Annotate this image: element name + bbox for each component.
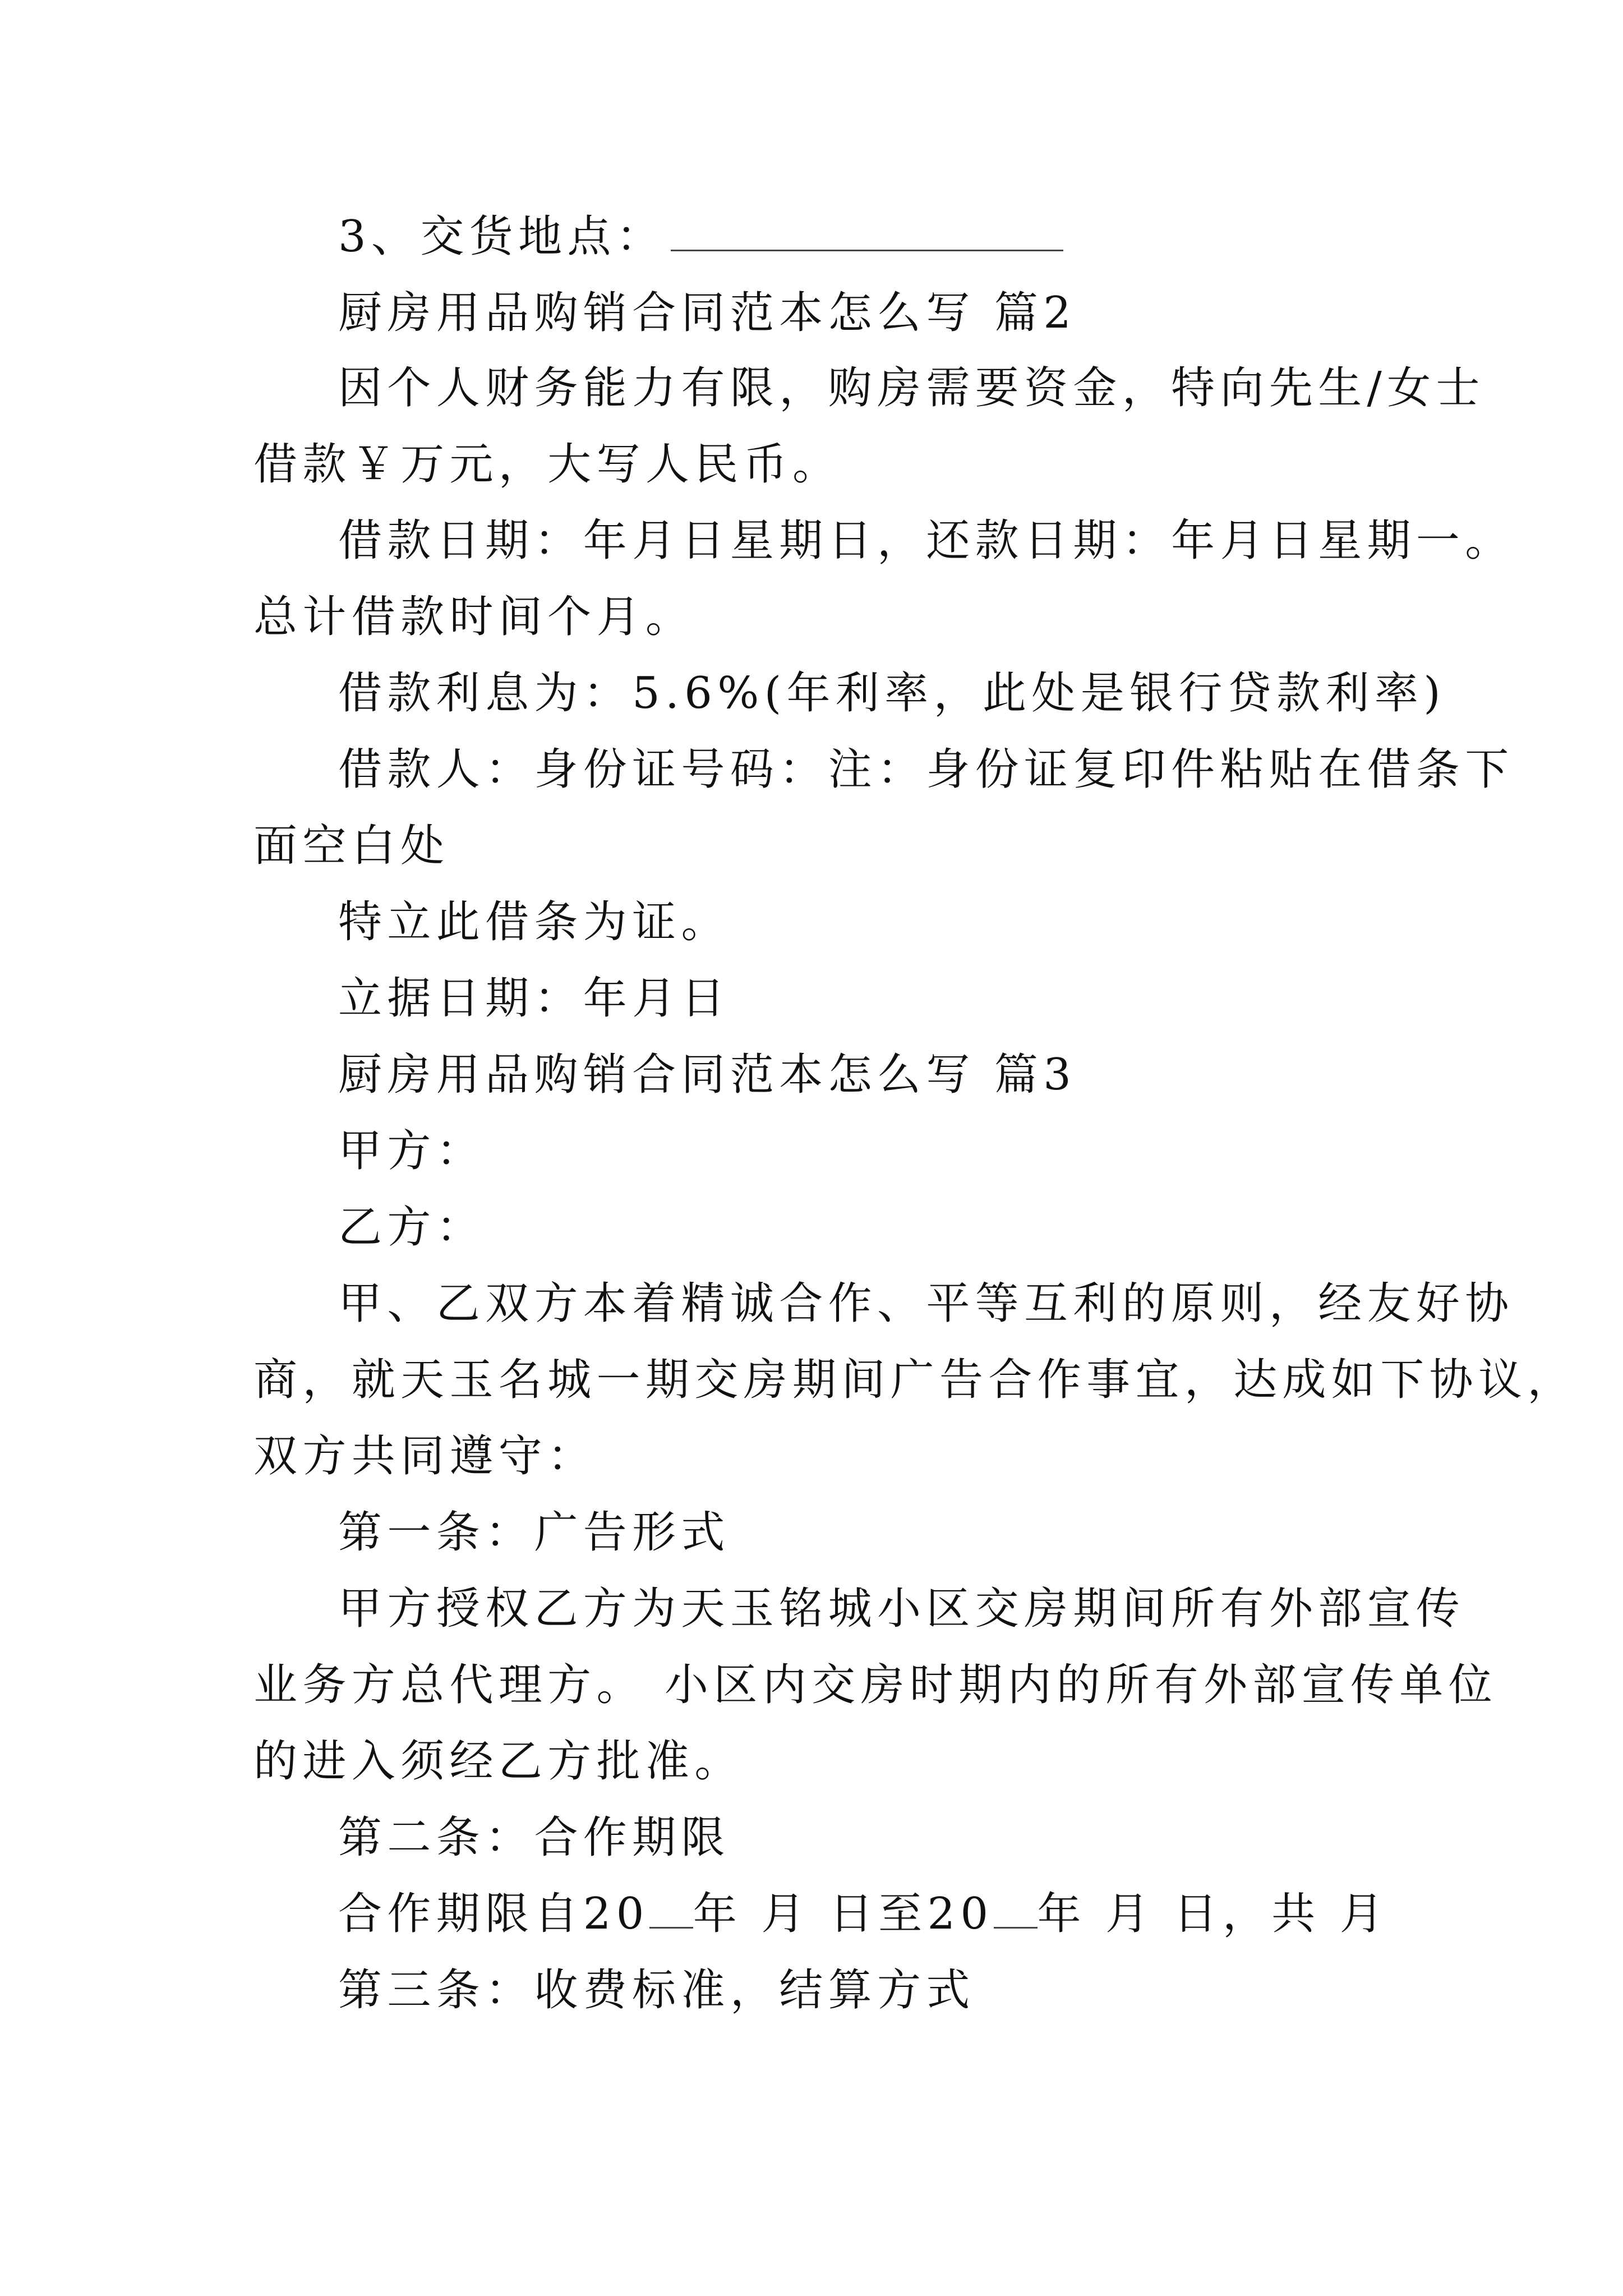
paragraph-line: 甲、乙双方本着精诚合作、平等互利的原则，经友好协 <box>338 1278 1514 1329</box>
period-start: 合作期限自20 <box>338 1889 649 1939</box>
delivery-location-line <box>338 209 1460 265</box>
paragraph-line: 特立此借条为证。 <box>338 897 730 947</box>
party-b-label: 乙方： <box>338 1202 486 1253</box>
paragraph-line: 双方共同遵守： <box>253 1431 597 1481</box>
section-heading-3: 厨房用品购销合同范本怎么写 篇3 <box>338 1050 1077 1100</box>
delivery-location-label: 3、交货地点： <box>338 211 666 262</box>
year-blank-2 <box>994 1896 1038 1929</box>
paragraph-line: 甲方授权乙方为天玉铭城小区交房期间所有外部宣传 <box>338 1584 1465 1634</box>
paragraph-line: 商，就天玉名城一期交房期间广告合作事宜，达成如下协议， <box>253 1355 1576 1405</box>
paragraph-line: 借款人：身份证号码：注：身份证复印件粘贴在借条下 <box>338 744 1514 795</box>
paragraph-line: 因个人财务能力有限，购房需要资金，特向先生/女士 <box>338 363 1485 413</box>
paragraph-line: 立据日期：年月日 <box>338 973 730 1024</box>
article-heading-1: 第一条：广告形式 <box>338 1507 730 1558</box>
party-a-label: 甲方： <box>338 1126 486 1176</box>
article-heading-3: 第三条：收费标准，结算方式 <box>338 1965 975 2016</box>
paragraph-line: 面空白处 <box>253 821 450 871</box>
delivery-location-blank <box>671 216 1063 251</box>
paragraph-line: 总计借款时间个月。 <box>253 592 695 642</box>
article-heading-2: 第二条：合作期限 <box>338 1812 730 1863</box>
section-heading-2: 厨房用品购销合同范本怎么写 篇2 <box>338 288 1077 338</box>
paragraph-line: 的进入须经乙方批准。 <box>253 1736 744 1787</box>
paragraph-line: 借款日期：年月日星期日，还款日期：年月日星期一。 <box>338 516 1514 566</box>
period-end: 年 月 日，共 月 <box>1037 1889 1389 1939</box>
year-blank-1 <box>649 1896 693 1929</box>
paragraph-line: 业务方总代理方。 小区内交房时期内的所有外部宣传单位 <box>253 1660 1498 1710</box>
paragraph-line: 借款利息为：5.6%(年利率，此处是银行贷款利率) <box>338 668 1446 719</box>
period-middle: 年 月 日至20 <box>693 1889 994 1939</box>
paragraph-line: 借款￥万元，大写人民币。 <box>253 439 842 490</box>
cooperation-period-line <box>338 1886 1460 1942</box>
